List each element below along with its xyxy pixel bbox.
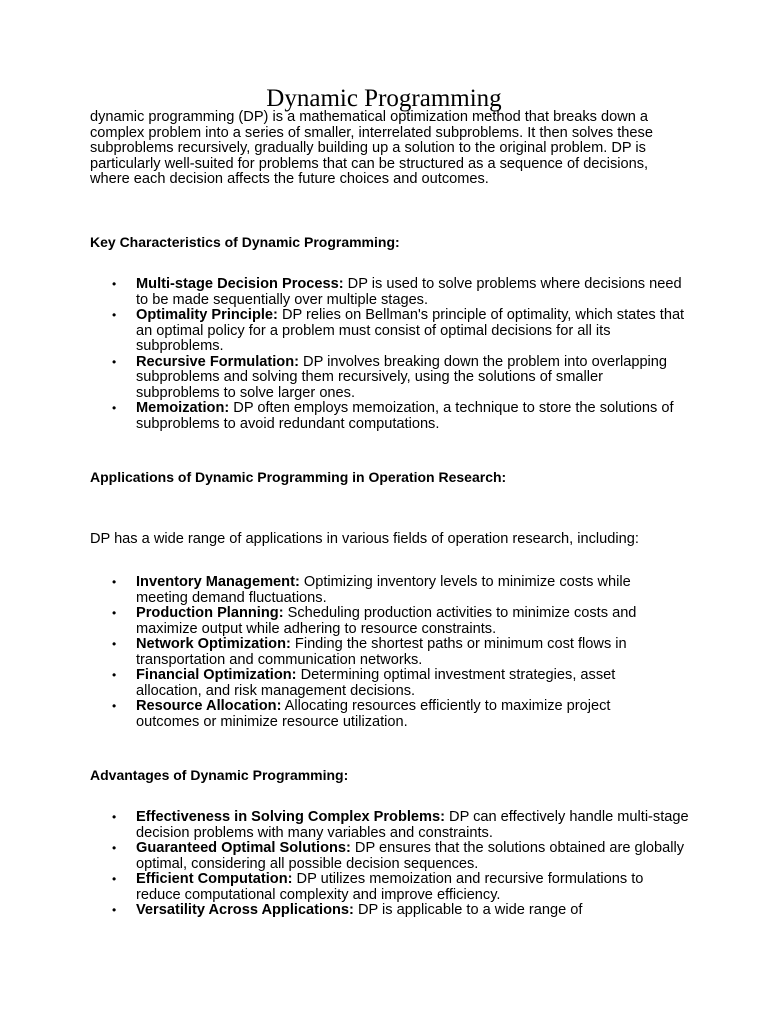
item-term: Versatility Across Applications: <box>136 902 354 918</box>
bullet-icon: • <box>112 308 117 322</box>
bullet-icon: • <box>112 575 117 589</box>
item-text: DP relies on Bellman's principle of optimality, which states that an optimal policy for a problem must consist of optimal decisions for all its subproblems. <box>136 307 685 354</box>
item-text: DP ensures that the solutions obtained are globally optimal, considering all possible decision sequences. <box>136 840 685 872</box>
item-term: Financial Optimization: <box>136 667 297 683</box>
list-item <box>90 575 670 606</box>
characteristics-list <box>90 277 690 432</box>
item-text: DP is applicable to a wide range of <box>353 902 583 918</box>
list-item <box>90 810 690 841</box>
item-text: DP can effectively handle multi-stage decision problems with many variables and constraints. <box>136 809 689 841</box>
advantages-list <box>90 810 690 919</box>
list-item <box>90 668 670 699</box>
bullet-icon: • <box>112 699 117 713</box>
bullet-icon: • <box>112 637 117 651</box>
item-term: Production Planning: <box>136 605 284 621</box>
item-term: Memoization: <box>136 400 230 416</box>
list-item <box>90 401 690 432</box>
list-item <box>90 637 670 668</box>
bullet-icon: • <box>112 810 117 824</box>
list-item <box>90 277 690 308</box>
item-text: Optimizing inventory levels to minimize costs while meeting demand fluctuations. <box>136 574 631 606</box>
item-text: Finding the shortest paths or minimum cost flows in transportation and communication networks. <box>136 636 627 668</box>
advantages-heading: Advantages of Dynamic Programming: <box>90 767 349 783</box>
list-item <box>90 699 670 730</box>
item-term: Guaranteed Optimal Solutions: <box>136 840 351 856</box>
item-term: Optimality Principle: <box>136 307 278 323</box>
bullet-icon: • <box>112 354 117 369</box>
characteristics-heading: Key Characteristics of Dynamic Programming: <box>90 234 400 250</box>
bullet-icon: • <box>112 668 117 682</box>
bullet-icon: • <box>112 903 117 917</box>
item-term: Efficient Computation: <box>136 871 293 887</box>
intro-paragraph: dynamic programming (DP) is a mathematical optimization method that breaks down a complex problem into a series of smaller, interrelated subproblems. It then solves these subproblems recursively, gradually building up a solution to the original problem. DP is particularly well-suited for problems that can be structured as a sequence of decisions, where each decision affects the future choices and outcomes. <box>90 109 653 187</box>
applications-intro: DP has a wide range of applications in various fields of operation research, including: <box>90 531 639 547</box>
item-text: DP utilizes memoization and recursive formulations to reduce computational complexity and improve efficiency. <box>136 871 644 903</box>
bullet-icon: • <box>112 841 117 855</box>
item-term: Multi-stage Decision Process: <box>136 276 344 292</box>
item-text: DP involves breaking down the problem into overlapping subproblems and solving them recursively, using the solutions of smaller subproblems to solve larger ones. <box>136 353 668 401</box>
bullet-icon: • <box>112 606 117 620</box>
list-item <box>90 308 690 355</box>
list-item <box>90 355 690 402</box>
item-text: DP is used to solve problems where decisions need to be made sequentially over multiple stages. <box>136 276 682 308</box>
list-item <box>90 903 690 919</box>
bullet-icon: • <box>112 277 117 291</box>
applications-heading: Applications of Dynamic Programming in Operation Research: <box>90 469 507 485</box>
bullet-icon: • <box>112 401 117 415</box>
item-term: Recursive Formulation: <box>136 353 299 370</box>
item-term: Resource Allocation: <box>136 698 282 714</box>
bullet-icon: • <box>112 872 117 886</box>
list-item <box>90 872 690 903</box>
list-item <box>90 606 670 637</box>
item-term: Effectiveness in Solving Complex Problems: <box>136 809 445 825</box>
item-term: Network Optimization: <box>136 636 291 652</box>
item-text: Allocating resources efficiently to maximize project outcomes or minimize resource utilization. <box>136 698 611 730</box>
item-term: Inventory Management: <box>136 574 300 590</box>
document-title: Dynamic Programming <box>266 85 502 112</box>
item-text: Scheduling production activities to minimize costs and maximize output while adhering to resource constraints. <box>136 605 637 637</box>
item-text: Determining optimal investment strategies, asset allocation, and risk management decisions. <box>136 667 616 699</box>
list-item <box>90 841 690 872</box>
applications-list <box>90 575 670 730</box>
item-text: DP often employs memoization, a technique to store the solutions of subproblems to avoid redundant computations. <box>136 400 674 432</box>
